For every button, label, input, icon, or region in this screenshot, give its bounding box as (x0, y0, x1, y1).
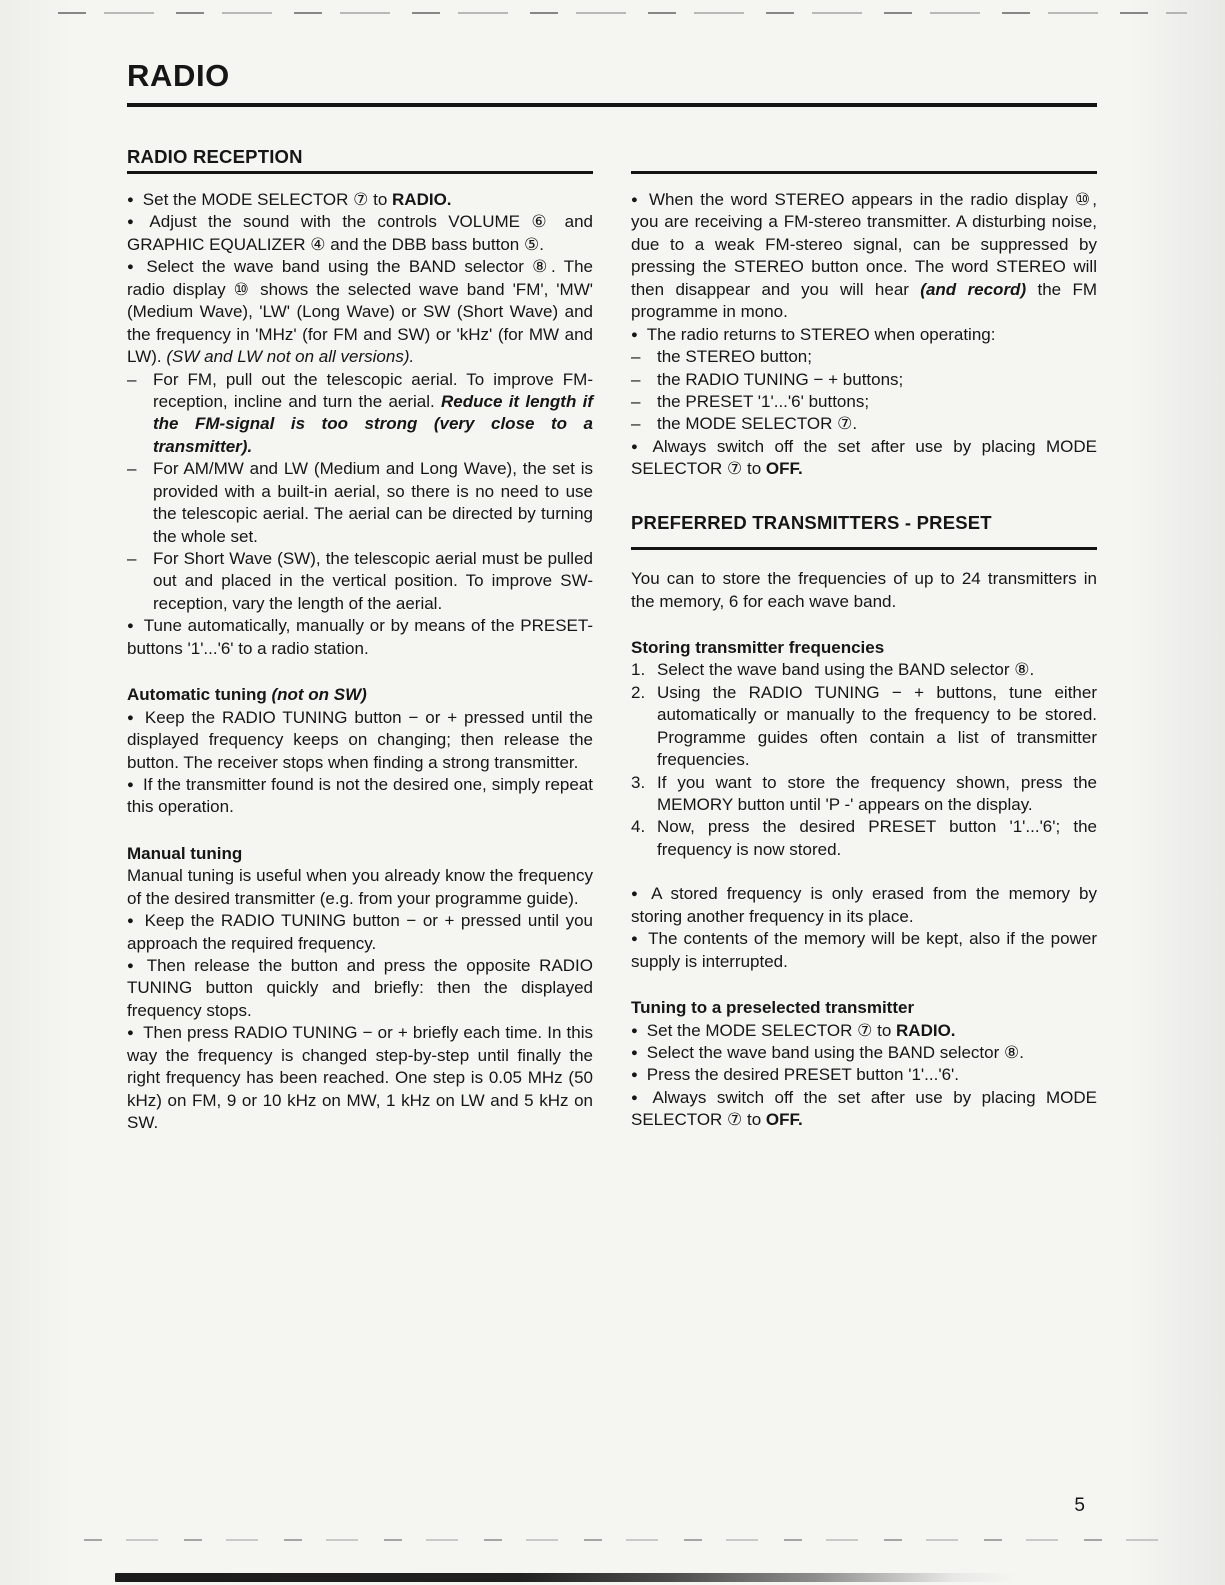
dash-marker: – (631, 347, 641, 367)
paragraph (631, 189, 1097, 324)
text-run: Keep the RADIO TUNING button − or + pressed until you approach the required frequency. (127, 911, 593, 953)
text-run: the STEREO button; (657, 347, 812, 367)
number-marker: 4. (631, 817, 646, 837)
bullet-marker: ● (127, 1027, 135, 1040)
bullet-marker: ● (127, 960, 138, 972)
right-column-text (631, 189, 1097, 1132)
bullet-marker: ● (127, 778, 134, 791)
paragraph (631, 568, 1097, 613)
bullet-marker: ● (631, 888, 643, 901)
text-run: OFF. (765, 459, 803, 479)
bullet-marker: ● (631, 1069, 638, 1082)
text-run: the RADIO TUNING − + buttons; (657, 369, 904, 389)
paragraph (127, 548, 593, 615)
sub-heading (631, 637, 1097, 659)
right-column (631, 145, 1097, 1135)
text-run: RADIO. (392, 190, 452, 209)
sub-heading (631, 997, 1097, 1019)
bullet-marker: ● (631, 194, 640, 206)
number-marker: 2. (631, 682, 646, 702)
text-run: Select the wave band using the BAND selector ⑧. The radio display ⑩ shows the selected wave band 'FM', 'MW' (Medium Wave), 'LW' (Long Wave) or SW (Short Wave) and the frequency in 'MHz' (for FM and SW) or 'kHz' (for MW and LW). (127, 257, 593, 367)
paragraph (631, 346, 1097, 368)
paragraph (631, 1087, 1097, 1132)
bullet-marker: ● (631, 328, 638, 341)
scan-artifact-bottom-bar (115, 1573, 1015, 1582)
text-run: Storing transmitter frequencies (631, 637, 885, 657)
text-run: Manual tuning is useful when you already know the frequency of the desired transmitter (e.g. from your programme guide). (127, 866, 593, 908)
text-run: Always switch off the set after use by placing MODE SELECTOR ⑦ to (631, 1087, 1097, 1130)
paragraph (127, 256, 593, 368)
page-title: RADIO (127, 58, 1097, 107)
column-top-rule (631, 145, 1097, 174)
bullet-marker: ● (631, 1091, 644, 1104)
bullet-marker: ● (631, 933, 640, 946)
text-run: Manual tuning (127, 843, 243, 863)
text-run: For Short Wave (SW), the telescopic aerial must be pulled out and placed in the vertical position. To improve SW-reception, vary the length of the aerial. (153, 549, 593, 613)
text-run: If you want to store the frequency shown, press the MEMORY button until 'P -' appears on the display. (657, 772, 1097, 815)
text-run: (not on SW) (271, 685, 367, 705)
paragraph (127, 774, 593, 819)
text-run: When the word STEREO appears in the radio display ⑩, you are receiving a FM-stereo transmitter. A disturbing noise, due to a weak FM-stereo signal, can be suppressed by pressing the STEREO button once. The word STEREO will then disappear and you will hear (631, 190, 1097, 299)
paragraph (631, 772, 1097, 817)
bullet-marker: ● (127, 216, 141, 229)
text-run: the PRESET '1'...'6' buttons; (657, 391, 870, 411)
sub-heading (127, 684, 593, 706)
bullet-marker: ● (631, 440, 644, 453)
paragraph (631, 1020, 1097, 1042)
paragraph (631, 324, 1097, 346)
text-run: Tuning to a preselected transmitter (631, 998, 915, 1018)
paragraph (631, 928, 1097, 973)
paragraph (631, 816, 1097, 861)
sub-heading (127, 843, 593, 865)
bullet-marker: ● (127, 620, 135, 633)
text-run: The contents of the memory will be kept, also if the power supply is interrupted. (631, 929, 1097, 971)
two-column-layout (127, 145, 1097, 1135)
bullet-marker: ● (127, 194, 134, 206)
bullet-marker: ● (127, 261, 138, 274)
dash-marker: – (127, 549, 137, 568)
dash-marker: – (631, 369, 641, 389)
paragraph (127, 369, 593, 459)
text-run: OFF. (765, 1110, 803, 1130)
number-marker: 1. (631, 660, 646, 680)
text-run: Select the wave band using the BAND selector ⑧. (646, 1042, 1024, 1062)
text-run: Using the RADIO TUNING − + buttons, tune either automatically or manually to the frequency to be stored. Programme guides often contain a list of transmitter frequencies. (657, 682, 1097, 770)
paragraph (631, 1064, 1097, 1086)
paragraph (631, 369, 1097, 391)
paragraph (631, 1042, 1097, 1064)
text-run: For FM, pull out the telescopic aerial. To improve FM-reception, incline and turn the aerial. (153, 369, 593, 411)
text-run: Set the MODE SELECTOR ⑦ to (142, 190, 393, 209)
paragraph (127, 707, 593, 774)
paragraph (127, 910, 593, 955)
text-run: Always switch off the set after use by placing MODE SELECTOR ⑦ to (631, 436, 1097, 479)
number-marker: 3. (631, 772, 646, 792)
text-run: A stored frequency is only erased from the memory by storing another frequency in its place. (631, 884, 1097, 926)
page-number: 5 (1074, 1495, 1085, 1516)
bullet-marker: ● (127, 915, 136, 928)
paragraph (127, 211, 593, 256)
dash-marker: – (631, 414, 641, 434)
text-run: Keep the RADIO TUNING button − or + pressed until the displayed frequency keeps on changing; then release the button. The receiver stops when finding a strong transmitter. (127, 707, 593, 772)
text-run: For AM/MW and LW (Medium and Long Wave), the set is provided with a built-in aerial, so there is no need to use the telescopic aerial. The aerial can be directed by turning the whole set. (153, 459, 593, 546)
text-run: If the transmitter found is not the desired one, simply repeat this operation. (127, 774, 594, 817)
text-run: The radio returns to STEREO when operating: (646, 324, 996, 344)
paragraph (631, 659, 1097, 681)
paragraph (631, 883, 1097, 928)
text-run: Then press RADIO TUNING − or + briefly each time. In this way the frequency is changed step-by-step until finally the right frequency has been reached. One step is 0.05 MHz (50 kHz) on FM, 9 or 10 kHz on MW, 1 kHz on LW and 5 kHz on SW. (127, 1023, 594, 1133)
left-column (127, 145, 593, 1135)
paragraph (127, 1022, 593, 1134)
paragraph (127, 865, 593, 910)
text-run: Set the MODE SELECTOR ⑦ to (646, 1020, 897, 1040)
paragraph (127, 458, 593, 548)
bullet-marker: ● (631, 1046, 638, 1059)
text-run: Tune automatically, manually or by means of the PRESET-buttons '1'...'6' to a radio station. (127, 616, 593, 658)
section-heading-radio-reception: RADIO RECEPTION (127, 145, 593, 174)
paragraph (631, 391, 1097, 413)
scan-artifact-top-line (58, 12, 1187, 14)
text-run: (SW and LW not on all versions). (166, 347, 415, 367)
text-run: Reduce it length if the FM-signal is too strong (very close to a transmitter). (153, 391, 593, 456)
paragraph (631, 413, 1097, 435)
text-run: Adjust the sound with the controls VOLUME ⑥ and GRAPHIC EQUALIZER ④ and the DBB bass button ⑤. (127, 212, 593, 254)
text-run: the FM programme in mono. (631, 279, 1097, 322)
bullet-marker: ● (127, 711, 136, 724)
text-run: RADIO. (896, 1020, 956, 1040)
paragraph (127, 615, 593, 660)
dash-marker: – (127, 459, 137, 479)
paragraph (631, 682, 1097, 772)
paragraph (631, 436, 1097, 481)
text-run: Select the wave band using the BAND selector ⑧. (657, 660, 1035, 680)
text-run: the MODE SELECTOR ⑦. (657, 414, 858, 434)
dash-marker: – (631, 391, 641, 411)
text-run: Then release the button and press the opposite RADIO TUNING button quickly and briefly: then the displayed frequency stops. (127, 956, 594, 1020)
paragraph (127, 955, 593, 1022)
text-run: (and record) (920, 279, 1027, 299)
paragraph (127, 189, 593, 211)
dash-marker: – (127, 369, 137, 389)
bullet-marker: ● (631, 1024, 638, 1037)
text-run: Press the desired PRESET button '1'...'6'. (646, 1065, 959, 1085)
text-run: Automatic tuning (127, 685, 272, 705)
scan-artifact-bottom-line (84, 1539, 1161, 1541)
text-run: You can to store the frequencies of up to 24 transmitters in the memory, 6 for each wave band. (631, 569, 1097, 611)
text-run: PREFERRED TRANSMITTERS - PRESET (631, 511, 992, 533)
section-heading (631, 511, 1097, 550)
text-run: Now, press the desired PRESET button '1'...'6'; the frequency is now stored. (657, 817, 1097, 859)
left-column-text (127, 189, 593, 1135)
